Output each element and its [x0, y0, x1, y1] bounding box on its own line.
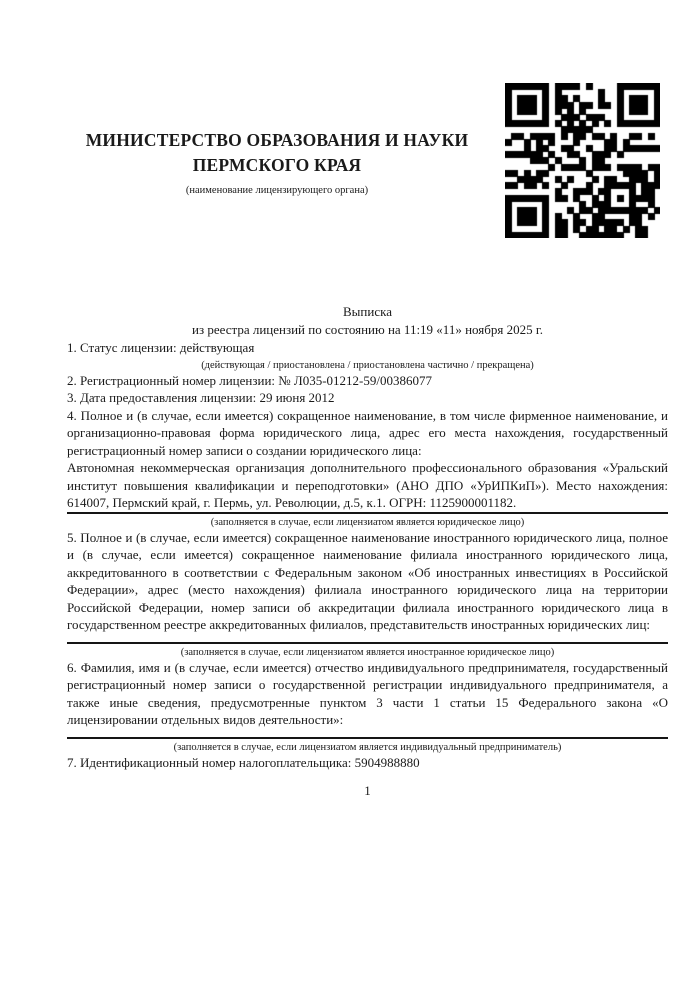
item-5-foreign-entity-heading: 5. Полное и (в случае, если имеется) сокращенное наименование иностранного юридического лица, полное и (в случае, если имеется) сокращенное наименование филиала иностранного юридического лица, аккредитованного в соответствии с Федеральным законом «Об иностранных инвестициях в Российской Федерации», адрес (место нахождения) филиала иностранного юридического лица на территории Российской Федерации, номер записи об аккредитации филиала иностранного юридического лица в государственном реестре аккредитованных филиалов, представительств иностранных юридических лиц: — [67, 529, 668, 632]
fill-line-item-6 — [67, 737, 668, 739]
document-body — [67, 303, 668, 800]
extract-title: Выписка — [343, 304, 392, 319]
fill-line-item-4 — [67, 512, 668, 514]
ministry-header — [67, 128, 487, 197]
fill-line-item-5 — [67, 642, 668, 644]
item-2-registration-number: 2. Регистрационный номер лицензии: № Л035-01212-59/00386077 — [67, 372, 433, 388]
item-1-license-status: 1. Статус лицензии: действующая — [67, 340, 255, 355]
item-7-taxpayer-number: 7. Идентификационный номер налогоплательщика: 5904988880 — [67, 754, 420, 770]
item-3-grant-date: 3. Дата предоставления лицензии: 29 июня 2012 — [67, 390, 335, 405]
extract-subtitle: из реестра лицензий по состоянию на 11:19 «11» ноября 2025 г. — [192, 322, 543, 337]
item-6-entrepreneur-heading: 6. Фамилия, имя и (в случае, если имеется) отчество индивидуального предпринимателя, государственный регистрационный номер записи о государственной регистрации индивидуального предпринимателя, а также иные сведения, предусмотренные пунктом 3 части 1 статьи 15 Федерального закона «О лицензировании отдельных видов деятельности»: — [67, 659, 668, 727]
item-4-legal-entity-heading: 4. Полное и (в случае, если имеется) сокращенное наименование, в том числе фирменное наименование, и организационно-правовая форма юридического лица, адрес его места нахождения, государственный регистрационный номер записи о создании юридического лица: — [67, 407, 668, 458]
ministry-name-line2: ПЕРМСКОГО КРАЯ — [192, 155, 362, 175]
item-4-legal-entity-value: Автономная некоммерческая организация дополнительного профессионального образования «Уральский институт повышения квалификации и переподготовки» (АНО ДПО «УрИПКиП»). Место нахождения: 614007, Пермский край, г. Пермь, ул. Революции, д.5, к.1. ОГРН: 1125900001182. — [67, 460, 668, 510]
item-5-caption: (заполняется в случае, если лицензиатом является иностранное юридическое лицо) — [180, 646, 555, 658]
item-1-caption: (действующая / приостановлена / приостановлена частично / прекращена) — [201, 359, 534, 371]
licensing-authority-caption: (наименование лицензирующего органа) — [185, 185, 369, 196]
page-number: 1 — [364, 783, 371, 798]
ministry-name-line1: МИНИСТЕРСТВО ОБРАЗОВАНИЯ И НАУКИ — [85, 130, 469, 150]
qr-code-icon — [505, 83, 660, 238]
item-4-caption: (заполняется в случае, если лицензиатом является юридическое лицо) — [210, 516, 525, 528]
item-6-caption: (заполняется в случае, если лицензиатом является индивидуальный предприниматель) — [173, 741, 562, 753]
extract-title-block — [67, 303, 668, 339]
